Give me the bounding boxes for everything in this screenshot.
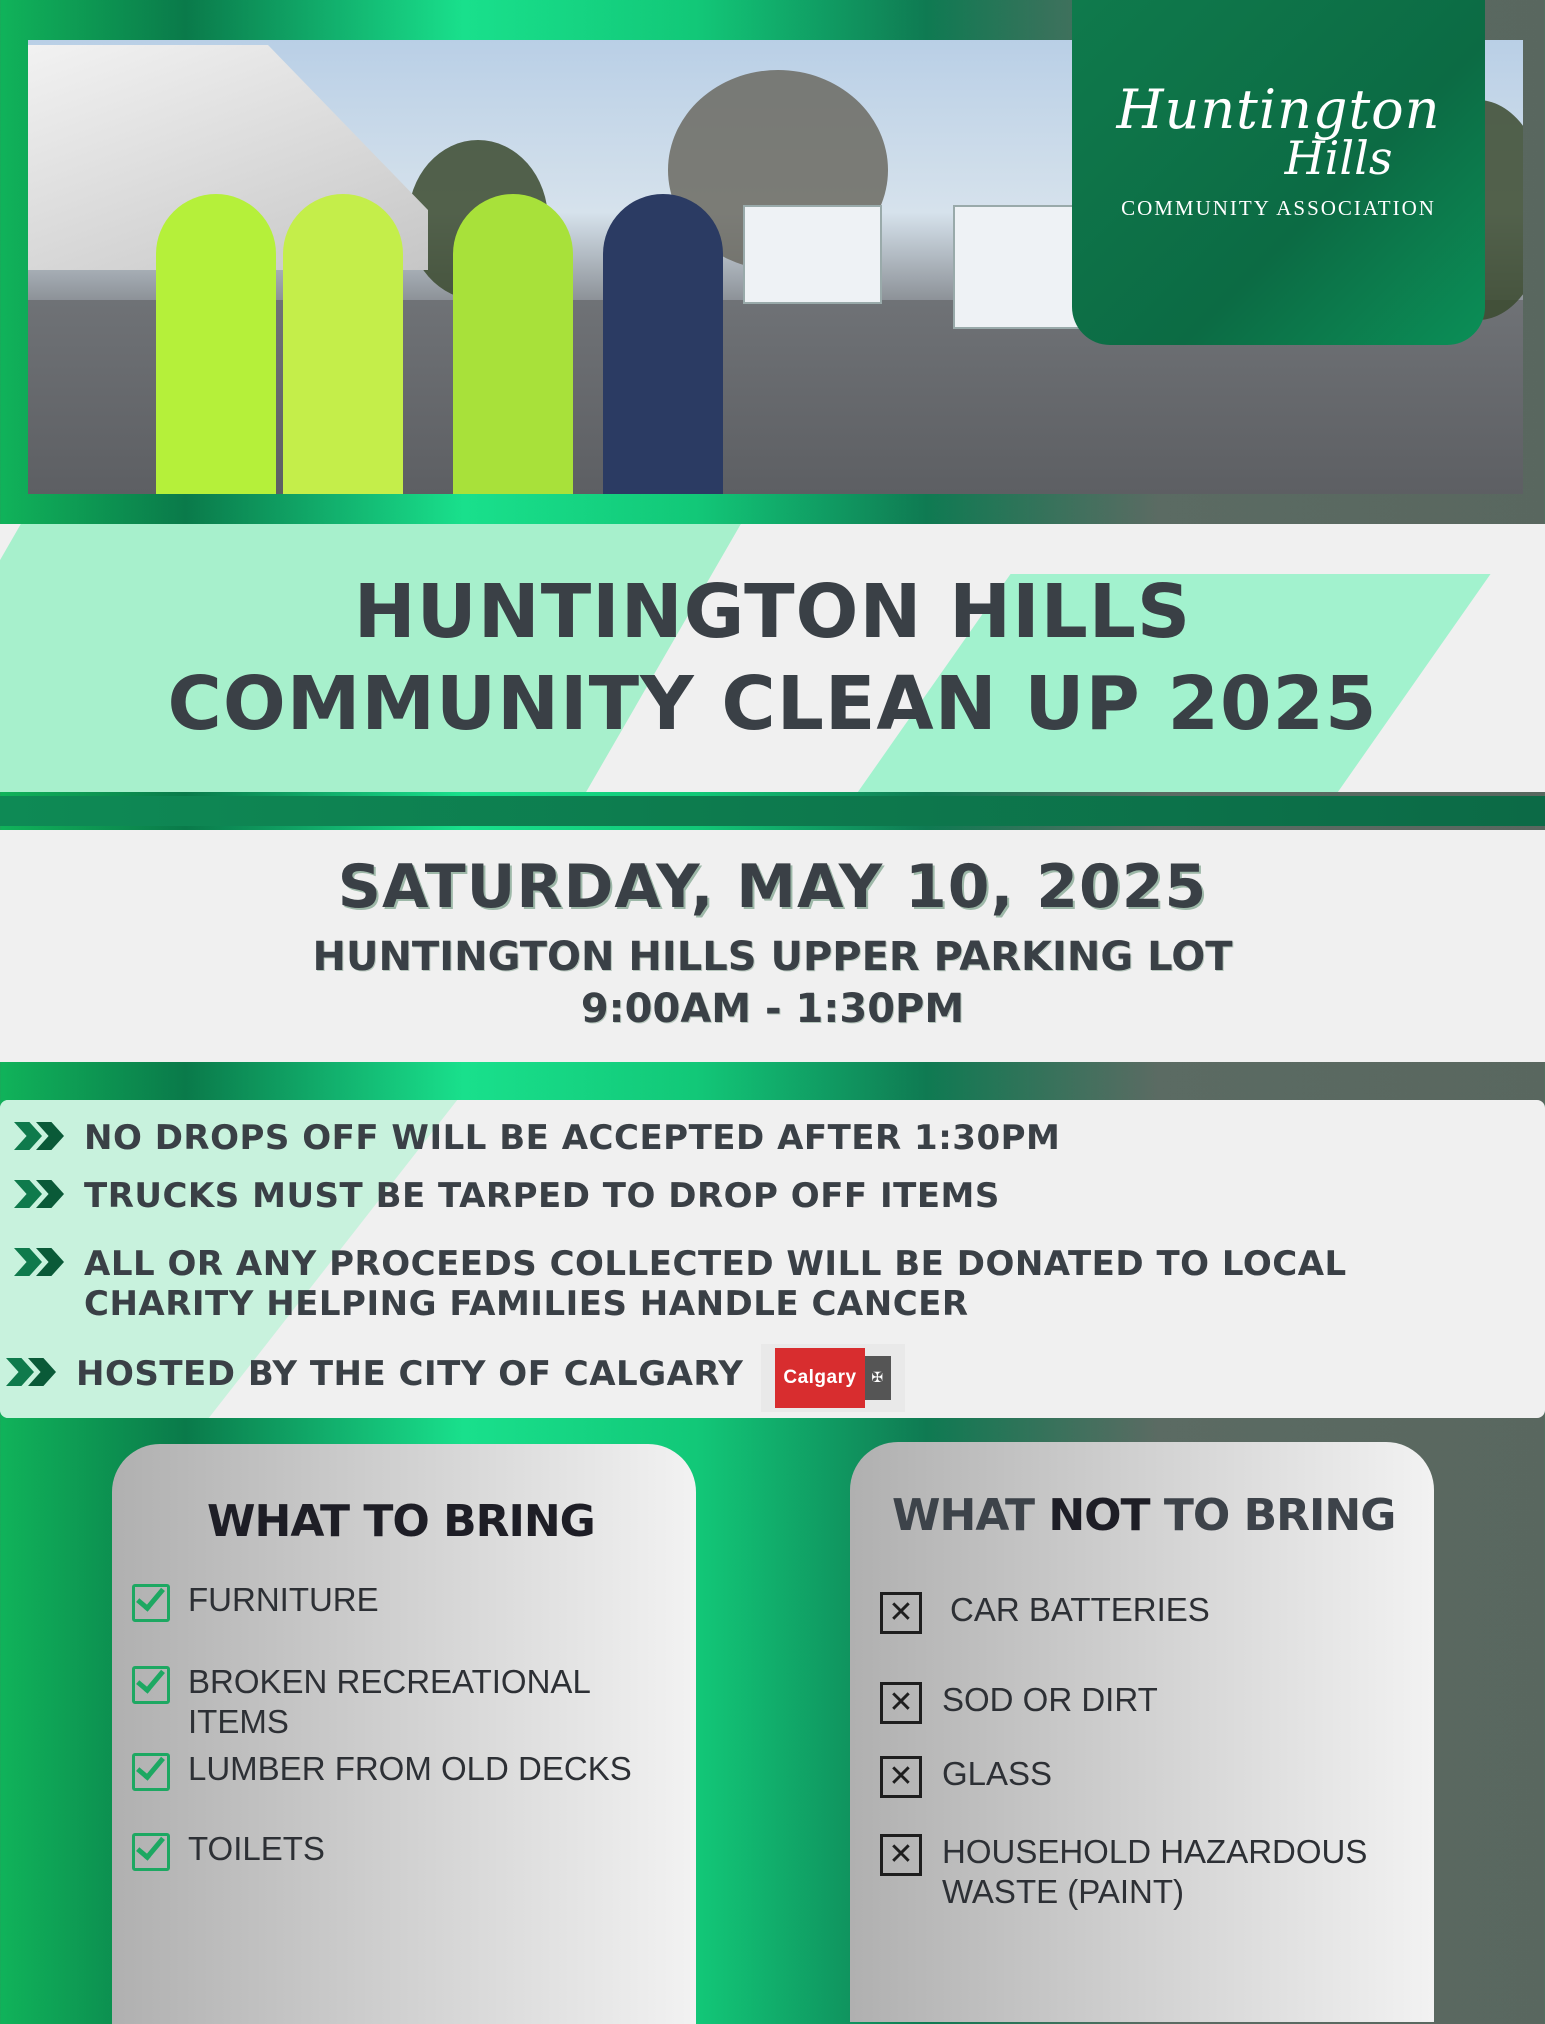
logo-script-line1: Huntington [1116, 78, 1441, 141]
chevron-right-icon [14, 1244, 70, 1280]
list-item [132, 1749, 632, 1791]
checkmark-icon [132, 1753, 170, 1791]
bullet-text: NO DROPS OFF WILL BE ACCEPTED AFTER 1:30PM [84, 1118, 1061, 1158]
title-line1: HUNTINGTON HILLS [353, 569, 1192, 655]
event-details [0, 830, 1545, 1062]
city-of-calgary-logo [761, 1344, 904, 1412]
item-label: HOUSEHOLD HAZARDOUS [942, 1833, 1368, 1870]
checkmark-icon [132, 1833, 170, 1871]
checkmark-icon [132, 1666, 170, 1704]
bullet-item [6, 1354, 905, 1412]
chevron-right-icon [14, 1118, 70, 1154]
bullet-item [14, 1244, 1347, 1324]
item-label: TOILETS [188, 1830, 325, 1867]
page-title [0, 566, 1545, 750]
item-label-block [942, 1832, 1367, 1912]
heading-emphasis: NOT [1048, 1490, 1150, 1541]
bullet-item [14, 1176, 1000, 1216]
chevron-right-icon [6, 1354, 62, 1390]
what-not-to-bring-heading [892, 1490, 1395, 1541]
list-item [880, 1680, 1158, 1724]
event-date: SATURDAY, MAY 10, 2025 [337, 852, 1208, 922]
item-label: WASTE (PAINT) [942, 1873, 1184, 1910]
item-label: BROKEN RECREATIONAL ITEMS [188, 1663, 590, 1740]
volunteer [453, 194, 573, 494]
divider-strip [0, 796, 1545, 826]
event-location: HUNTINGTON HILLS UPPER PARKING LOT [312, 934, 1233, 980]
what-to-bring-card [112, 1444, 696, 2024]
x-mark-icon: ✕ [880, 1834, 922, 1876]
what-not-to-bring-card [850, 1442, 1434, 2022]
what-to-bring-heading: WHAT TO BRING [207, 1496, 595, 1547]
community-association-logo [1072, 0, 1485, 345]
item-label: FURNITURE [188, 1581, 379, 1618]
bullet-text: CHARITY HELPING FAMILIES HANDLE CANCER [84, 1284, 969, 1324]
list-item [132, 1662, 696, 1742]
bullet-text-block [84, 1244, 1347, 1324]
x-mark-icon: ✕ [880, 1592, 922, 1634]
title-band [0, 524, 1545, 792]
title-line2: COMMUNITY CLEAN UP 2025 [167, 661, 1378, 747]
heading-part: TO BRING [1149, 1490, 1396, 1541]
list-item [880, 1590, 1210, 1634]
list-item [880, 1832, 1367, 1912]
calgary-logo-text: Calgary [775, 1348, 864, 1408]
volunteer [603, 194, 723, 494]
bullet-item [14, 1118, 1060, 1158]
logo-script-line2: Hills [1284, 131, 1393, 185]
checkmark-icon [132, 1584, 170, 1622]
crest-icon: ✠ [865, 1356, 891, 1400]
logo-subtitle: COMMUNITY ASSOCIATION [1121, 196, 1436, 220]
volunteer [283, 194, 403, 494]
item-label: SOD OR DIRT [942, 1681, 1158, 1718]
event-time: 9:00AM - 1:30PM [580, 986, 965, 1032]
bullet-text: ALL OR ANY PROCEEDS COLLECTED WILL BE DONATED TO LOCAL [84, 1244, 1347, 1284]
list-item [132, 1829, 325, 1871]
item-label: GLASS [942, 1755, 1053, 1792]
list-item [132, 1580, 379, 1622]
item-label: LUMBER FROM OLD DECKS [188, 1750, 632, 1787]
info-bullets [0, 1100, 1545, 1418]
item-label: CAR BATTERIES [950, 1591, 1210, 1628]
volunteer [156, 194, 276, 494]
chevron-right-icon [14, 1176, 70, 1212]
truck [743, 205, 882, 304]
list-item [880, 1754, 1052, 1798]
x-mark-icon: ✕ [880, 1682, 922, 1724]
x-mark-icon: ✕ [880, 1756, 922, 1798]
bullet-text: HOSTED BY THE CITY OF CALGARY [76, 1354, 744, 1394]
bullet-text: TRUCKS MUST BE TARPED TO DROP OFF ITEMS [84, 1176, 1000, 1216]
heading-part: WHAT [892, 1490, 1049, 1541]
